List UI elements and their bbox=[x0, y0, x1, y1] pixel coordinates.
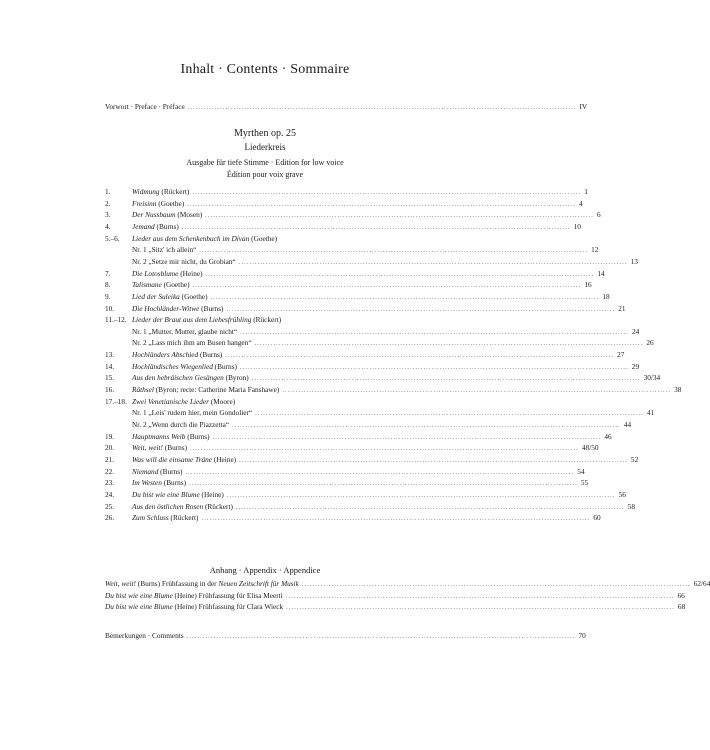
entry-number: 2. bbox=[105, 198, 111, 208]
entry-number: 4. bbox=[105, 221, 111, 231]
dot-leader: ................................................................................................................................................ bbox=[181, 224, 571, 231]
entry-page: 27 bbox=[617, 350, 625, 360]
entry-page: 56 bbox=[618, 489, 626, 499]
appendix-entry[interactable] bbox=[105, 590, 685, 601]
entry-page: 6 bbox=[596, 210, 601, 220]
entry-title bbox=[132, 326, 237, 337]
dot-leader: ................................................................................................................................................ bbox=[235, 504, 625, 511]
entry-number: 13. bbox=[105, 350, 115, 360]
toc-entry[interactable] bbox=[105, 396, 415, 407]
entry-page: 10 bbox=[573, 221, 581, 231]
entry-page: 24 bbox=[632, 326, 640, 336]
entry-page: 68 bbox=[677, 602, 686, 611]
section-title: Myrthen op. 25 bbox=[234, 128, 296, 139]
poet-credit: Nr. 2 „Lass mich ihm am Busen hangen“ bbox=[132, 338, 252, 348]
entry-title bbox=[132, 256, 236, 267]
song-title: Du bist wie eine Blume bbox=[105, 602, 173, 611]
version-note: (Heine) Frühfassung für Clara Wieck bbox=[172, 602, 284, 611]
entry-title bbox=[132, 442, 187, 453]
song-title: Die Lotosblume bbox=[132, 268, 179, 278]
entry-number: 3. bbox=[105, 210, 111, 220]
poet-credit: (Rückert) bbox=[251, 315, 282, 325]
song-title: Hochländisches Wiegenlied bbox=[132, 361, 213, 371]
toc-entry[interactable] bbox=[105, 233, 415, 244]
song-title: Zwei Venetianische Lieder bbox=[132, 396, 210, 406]
entry-number: 23. bbox=[105, 478, 115, 488]
dot-leader: ................................................................................................................................................ bbox=[186, 634, 576, 640]
dot-leader: ................................................................................................................................................ bbox=[187, 201, 577, 208]
entry-number: 10. bbox=[105, 303, 115, 313]
entry-title bbox=[132, 268, 203, 279]
entry-page: 46 bbox=[604, 431, 612, 441]
entry-page: 21 bbox=[618, 303, 626, 313]
toc-entry[interactable] bbox=[105, 442, 599, 453]
dot-leader: ................................................................................................................................................ bbox=[185, 469, 575, 476]
dot-leader: ................................................................................................................................................ bbox=[255, 411, 644, 418]
song-title: Talismane bbox=[132, 280, 162, 290]
edition-line-de-en: Ausgabe für tiefe Stimme · Edition for low voice bbox=[186, 158, 344, 167]
toc-entry[interactable] bbox=[105, 384, 682, 395]
poet-credit: (Burns) bbox=[185, 431, 210, 441]
entry-number: 26. bbox=[105, 513, 115, 523]
song-title: Freisinn bbox=[132, 198, 157, 208]
entry-title bbox=[132, 489, 224, 500]
toc-entry[interactable] bbox=[105, 326, 640, 337]
entry-title bbox=[132, 314, 281, 325]
poet-credit: (Byron) bbox=[223, 373, 249, 383]
entry-number: 25. bbox=[105, 501, 115, 511]
entry-number: 17.–18. bbox=[105, 396, 127, 406]
entry-title bbox=[132, 407, 252, 418]
entry-number: 21. bbox=[105, 454, 115, 464]
dot-leader: ................................................................................................................................................ bbox=[212, 434, 602, 441]
entry-title bbox=[132, 419, 229, 430]
page-title: Inhalt · Contents · Sommaire bbox=[180, 62, 350, 77]
song-title: Im Westen bbox=[132, 478, 162, 488]
dot-leader: ................................................................................................................................................ bbox=[199, 248, 589, 255]
dot-leader: ................................................................................................................................................ bbox=[301, 582, 691, 588]
entry-title bbox=[132, 349, 222, 360]
poet-credit: (Burns) bbox=[161, 478, 187, 488]
toc-entry[interactable] bbox=[105, 454, 639, 465]
entry-title bbox=[132, 396, 235, 407]
poet-credit: (Goethe) bbox=[156, 198, 185, 208]
song-title: Du bist wie eine Blume bbox=[105, 590, 173, 600]
entry-label: Vorwort · Preface · Préface bbox=[105, 102, 185, 111]
dot-leader: ................................................................................................................................................ bbox=[282, 388, 672, 395]
entry-title bbox=[132, 477, 186, 488]
song-title: Zum Schluss bbox=[132, 513, 169, 523]
toc-entry[interactable] bbox=[105, 221, 581, 232]
song-title: Niemand bbox=[132, 466, 159, 476]
toc-entry[interactable] bbox=[105, 209, 601, 220]
toc-entry[interactable] bbox=[105, 466, 585, 477]
dot-leader: ................................................................................................................................................ bbox=[190, 446, 579, 453]
toc-entry[interactable] bbox=[105, 244, 599, 255]
entry-title bbox=[105, 590, 283, 601]
dot-leader: ................................................................................................................................................ bbox=[239, 457, 628, 464]
dot-leader: ................................................................................................................................................ bbox=[226, 492, 616, 499]
toc-entry[interactable] bbox=[105, 477, 589, 488]
entry-title bbox=[132, 186, 189, 197]
poet-credit: (Rückert) bbox=[159, 187, 190, 196]
entry-title bbox=[132, 337, 252, 348]
dot-leader: ................................................................................................................................................ bbox=[239, 364, 629, 371]
entry-page: 18 bbox=[602, 291, 610, 301]
dot-leader: ................................................................................................................................................ bbox=[286, 605, 675, 611]
entry-number: 15. bbox=[105, 373, 115, 383]
entry-page: 38 bbox=[674, 385, 682, 395]
dot-leader: ................................................................................................................................................ bbox=[285, 593, 675, 600]
appendix-heading: Anhang · Appendix · Appendice bbox=[209, 565, 321, 575]
dot-leader: ................................................................................................................................................ bbox=[201, 516, 591, 523]
entry-title bbox=[132, 221, 179, 232]
version-note: (Heine) Frühfassung für Elisa Meerti bbox=[172, 590, 283, 600]
entry-title bbox=[132, 454, 236, 465]
song-title: Widmung bbox=[132, 187, 160, 196]
entry-page: 41 bbox=[646, 408, 655, 418]
entry-page: 14 bbox=[597, 268, 605, 278]
poet-credit: (Goethe) bbox=[179, 291, 208, 301]
song-title: Weit, weit! bbox=[105, 579, 136, 588]
entry-number: 9. bbox=[105, 291, 111, 301]
song-title: Aus den hebräischen Gesängen bbox=[132, 373, 224, 383]
entry-number: 16. bbox=[105, 385, 115, 395]
toc-entry[interactable] bbox=[105, 372, 661, 383]
entry-number: 24. bbox=[105, 489, 115, 499]
toc-entry-comments[interactable] bbox=[105, 630, 586, 641]
toc-entry[interactable] bbox=[105, 419, 632, 430]
entry-title bbox=[132, 279, 190, 290]
entry-number: 8. bbox=[105, 280, 111, 290]
dot-leader: ................................................................................................................................................ bbox=[189, 481, 578, 488]
entry-title bbox=[132, 501, 233, 512]
entry-page: 13 bbox=[630, 256, 638, 266]
toc-entry[interactable] bbox=[105, 512, 601, 523]
poet-credit: (Mosen) bbox=[175, 210, 203, 220]
song-title: Was will die einsame Träne bbox=[132, 454, 212, 464]
toc-entry[interactable] bbox=[105, 198, 583, 209]
poet-credit: (Goethe) bbox=[249, 233, 278, 243]
entry-title bbox=[132, 372, 249, 383]
entry-label: Bemerkungen · Comments bbox=[105, 631, 184, 640]
dot-leader: ................................................................................................................................................ bbox=[232, 423, 621, 429]
poet-credit: (Byron; recte: Catherine Maria Fanshawe) bbox=[153, 385, 280, 395]
poet-credit: (Heine) bbox=[199, 489, 224, 499]
entry-number: 11.–12. bbox=[105, 315, 127, 325]
dot-leader: ................................................................................................................................................ bbox=[192, 283, 582, 290]
toc-entry[interactable] bbox=[105, 314, 415, 325]
edition-line-fr: Édition pour voix grave bbox=[226, 170, 304, 179]
entry-page: 1 bbox=[584, 187, 588, 196]
entry-page: 4 bbox=[579, 198, 583, 208]
entry-title bbox=[105, 601, 283, 612]
poet-credit: (Burns) bbox=[154, 221, 179, 231]
toc-entry-preface[interactable] bbox=[105, 101, 588, 112]
entry-page: 44 bbox=[623, 420, 632, 429]
dot-leader: ................................................................................................................................................ bbox=[226, 306, 616, 313]
poet-credit: (Burns) bbox=[198, 350, 223, 360]
entry-title bbox=[132, 431, 210, 442]
entry-title bbox=[132, 244, 196, 255]
song-title: Jemand bbox=[132, 221, 155, 231]
poet-credit: (Burns) bbox=[199, 303, 224, 313]
entry-page: 29 bbox=[631, 361, 640, 371]
entry-page: 48/50 bbox=[581, 443, 599, 453]
poet-credit: Nr. 2 „Setze mir nicht, du Grobian“ bbox=[132, 256, 236, 266]
entry-page: 30/34 bbox=[643, 373, 661, 383]
appendix-entry[interactable] bbox=[105, 578, 710, 589]
toc-entry[interactable] bbox=[105, 407, 655, 418]
entry-title bbox=[132, 233, 277, 244]
entry-number: 14. bbox=[105, 361, 115, 371]
dot-leader: ................................................................................................................................................ bbox=[210, 294, 600, 301]
song-title: Die Hochländer-Witwe bbox=[132, 303, 200, 313]
entry-page: 26 bbox=[646, 338, 654, 348]
toc-entry[interactable] bbox=[105, 291, 610, 302]
entry-page: 12 bbox=[591, 245, 599, 255]
entry-number: 7. bbox=[105, 268, 111, 278]
toc-entry[interactable] bbox=[105, 268, 605, 279]
entry-title bbox=[132, 466, 182, 477]
dot-leader: ................................................................................................................................................ bbox=[251, 376, 641, 383]
section-subtitle: Liederkreis bbox=[244, 142, 286, 152]
poet-credit: (Moore) bbox=[209, 396, 236, 406]
song-title: Lieder der Braut aus dem Liebesfrühling bbox=[132, 315, 252, 325]
song-title: Räthsel bbox=[132, 385, 154, 395]
song-title: Lieder aus dem Schenkenbuch im Divan bbox=[132, 233, 250, 243]
entry-page: 62/64 bbox=[693, 579, 710, 588]
dot-leader: ................................................................................................................................................ bbox=[238, 259, 628, 266]
poet-credit: (Heine) bbox=[178, 268, 203, 278]
poet-credit: Nr. 1 „Sitz' ich allein“ bbox=[132, 245, 197, 255]
song-title: Hauptmanns Weib bbox=[132, 431, 186, 441]
toc-entry[interactable] bbox=[105, 431, 612, 442]
entry-title bbox=[132, 198, 184, 209]
toc-entry[interactable] bbox=[105, 303, 626, 314]
song-title: Weit, weit! bbox=[132, 443, 163, 453]
poet-credit: Nr. 2 „Wenn durch die Piazzetta“ bbox=[132, 420, 230, 429]
song-title: Der Nussbaum bbox=[132, 210, 176, 220]
entry-page: 60 bbox=[593, 513, 601, 523]
entry-page: IV bbox=[579, 102, 588, 111]
poet-credit: (Burns) bbox=[212, 361, 237, 371]
entry-page: 54 bbox=[577, 466, 585, 476]
poet-credit: (Burns) bbox=[158, 466, 183, 476]
version-note: (Burns) Frühfassung in der bbox=[135, 579, 219, 588]
poet-credit: (Goethe) bbox=[161, 280, 190, 290]
dot-leader: ................................................................................................................................................ bbox=[205, 213, 594, 220]
entry-number: 5.–6. bbox=[105, 233, 120, 243]
entry-number: 19. bbox=[105, 431, 115, 441]
dot-leader: ................................................................................................................................................ bbox=[254, 341, 644, 348]
entry-page: 52 bbox=[630, 454, 639, 464]
song-title: Aus den östlichen Rosen bbox=[132, 501, 204, 511]
entry-title bbox=[132, 384, 279, 395]
poet-credit: (Rückert) bbox=[203, 501, 233, 511]
entry-title bbox=[132, 303, 223, 314]
entry-title bbox=[105, 578, 299, 589]
dot-leader: ................................................................................................................................................ bbox=[192, 190, 582, 196]
entry-title bbox=[132, 291, 208, 302]
poet-credit: Nr. 1 „Leis' rudern hier, mein Gondolier“ bbox=[132, 408, 253, 418]
toc-entry[interactable] bbox=[105, 501, 636, 512]
entry-number: 22. bbox=[105, 466, 115, 476]
poet-credit: (Heine) bbox=[212, 454, 237, 464]
toc-entry[interactable] bbox=[105, 489, 626, 500]
entry-page: 66 bbox=[677, 590, 685, 600]
toc-entry[interactable] bbox=[105, 256, 638, 267]
song-title: Hochländers Abschied bbox=[132, 350, 199, 360]
poet-credit: Nr. 1 „Mutter, Mutter, glaube nicht“ bbox=[132, 326, 238, 336]
dot-leader: ................................................................................................................................................ bbox=[240, 329, 630, 336]
song-title: Du bist wie eine Blume bbox=[132, 489, 200, 499]
dot-leader: ................................................................................................................................................ bbox=[187, 105, 577, 111]
toc-entry[interactable] bbox=[105, 186, 588, 197]
entry-page: 70 bbox=[578, 631, 586, 640]
poet-credit: (Rückert) bbox=[168, 513, 199, 523]
toc-entry[interactable] bbox=[105, 279, 592, 290]
toc-entry[interactable] bbox=[105, 337, 654, 348]
dot-leader: ................................................................................................................................................ bbox=[225, 353, 615, 360]
appendix-entry[interactable] bbox=[105, 601, 686, 612]
entry-title bbox=[132, 209, 202, 220]
entry-number: 20. bbox=[105, 443, 115, 453]
toc-entry[interactable] bbox=[105, 349, 625, 360]
entry-page: 16 bbox=[584, 280, 592, 290]
entry-page: 55 bbox=[580, 478, 589, 488]
entry-title bbox=[132, 512, 199, 523]
entry-page: 58 bbox=[627, 501, 636, 511]
song-title: Lied der Suleika bbox=[132, 291, 180, 301]
entry-title bbox=[132, 361, 237, 372]
dot-leader: ................................................................................................................................................ bbox=[205, 271, 595, 278]
toc-entry[interactable] bbox=[105, 361, 640, 372]
journal-title: Neuen Zeitschrift für Musik bbox=[218, 579, 299, 588]
poet-credit: (Burns) bbox=[162, 443, 188, 453]
entry-number: 1. bbox=[105, 187, 111, 196]
